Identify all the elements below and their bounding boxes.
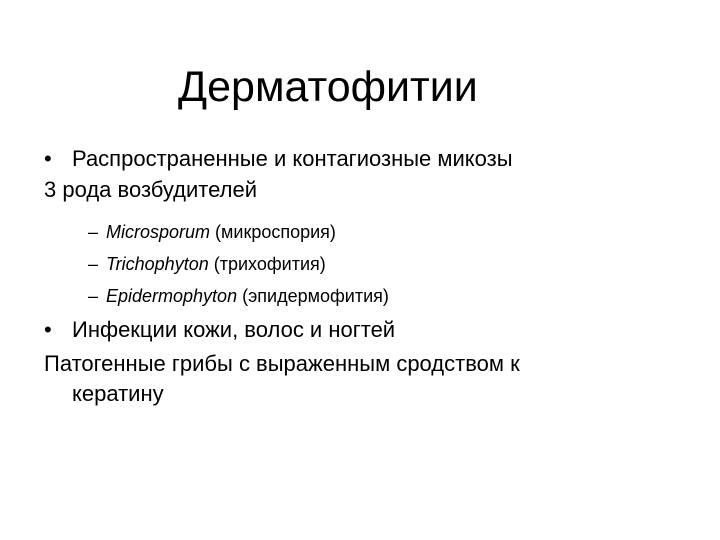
bullet-icon: • — [44, 146, 52, 171]
dash-icon: – — [88, 254, 99, 274]
line-genera-count: 3 рода возбудителей — [44, 177, 257, 202]
slide-title: Дерматофитии — [178, 63, 478, 111]
genus-name: Epidermophyton — [106, 286, 238, 306]
disease-name: (эпидермофития) — [237, 286, 389, 306]
subitem-epidermophyton — [106, 284, 389, 308]
subitem-microsporum — [106, 220, 336, 244]
genus-name: Trichophyton — [106, 254, 209, 274]
disease-name: (трихофития) — [208, 254, 326, 274]
dash-icon: – — [88, 286, 99, 306]
subitem-trichophyton — [106, 252, 326, 276]
bullet-icon: • — [44, 317, 52, 342]
bullet-text-contagious-mycoses: Распространенные и контагиозные микозы — [72, 146, 513, 171]
genus-name: Microsporum — [106, 222, 211, 242]
line-keratin-affinity-continued: кератину — [72, 381, 164, 406]
dash-icon: – — [88, 222, 99, 242]
disease-name: (микроспория) — [210, 222, 336, 242]
bullet-text-infections: Инфекции кожи, волос и ногтей — [72, 317, 396, 342]
line-keratin-affinity: Патогенные грибы с выраженным сродством к — [44, 351, 520, 376]
